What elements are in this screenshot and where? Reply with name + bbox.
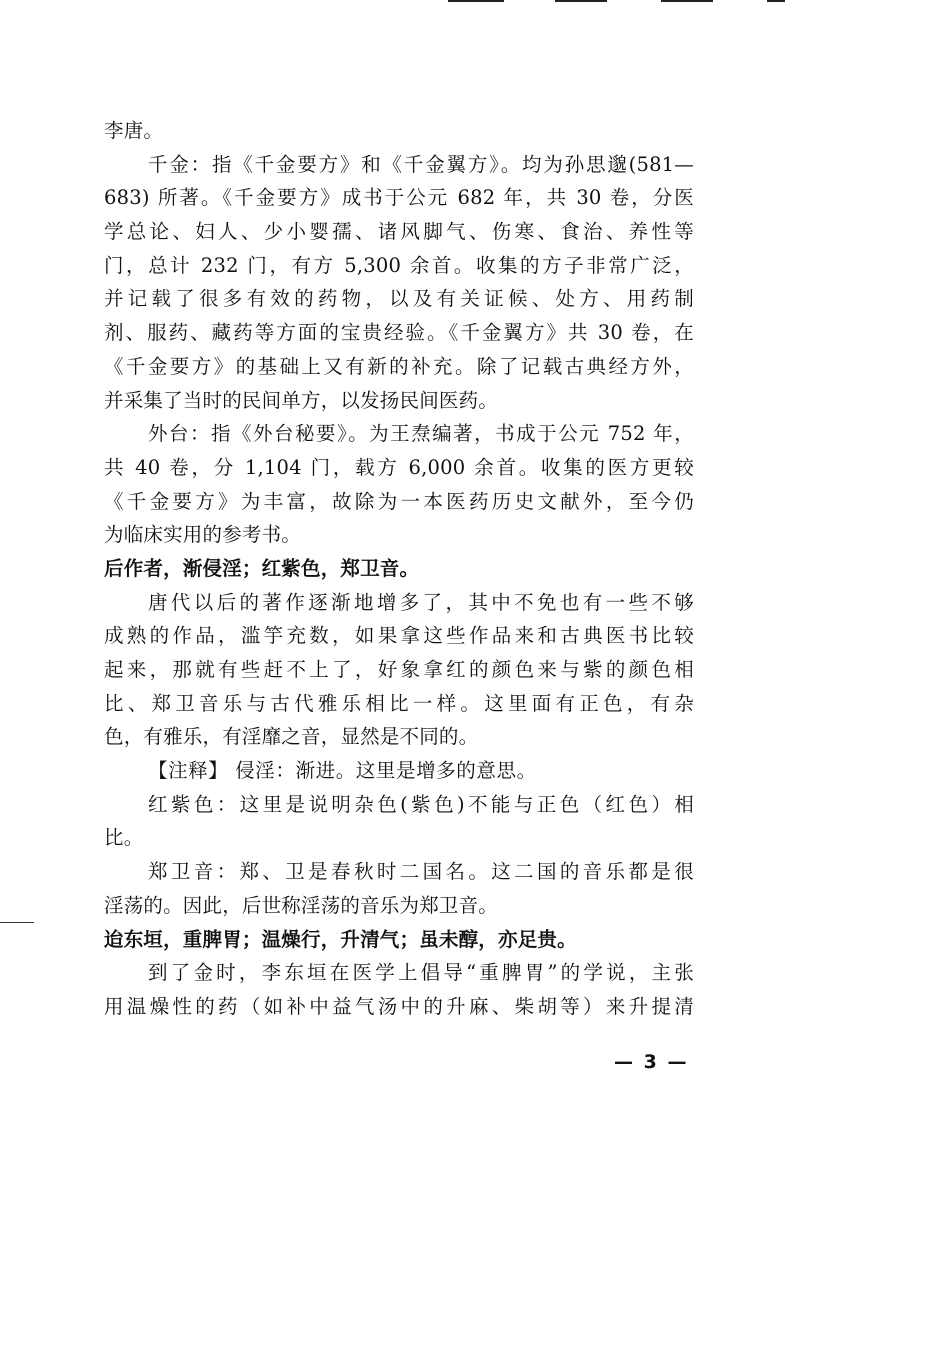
text-line: 千金：指《千金要方》和《千金翼方》。均为孙思邈(581— xyxy=(148,152,694,176)
top-rule xyxy=(767,0,785,2)
text-line: 用温燥性的药（如补中益气汤中的升麻、柴胡等）来升提清 xyxy=(104,994,694,1018)
page-body xyxy=(104,114,694,1024)
text-line: 李唐。 xyxy=(104,119,164,142)
text-line: 色，有雅乐，有淫靡之音，显然是不同的。 xyxy=(104,725,479,749)
text-line: 郑卫音：郑、卫是春秋时二国名。这二国的音乐都是很 xyxy=(148,860,694,884)
text-line: 剂、服药、藏药等方面的宝贵经验。《千金翼方》共 30 卷，在 xyxy=(104,321,694,345)
text-line: 红紫色：这里是说明杂色(紫色)不能与正色（红色）相 xyxy=(148,792,694,816)
text-line: 门，总计 232 门，有方 5,300 余首。收集的方子非常广泛， xyxy=(104,253,694,277)
text-line: 并记载了很多有效的药物，以及有关证候、处方、用药制 xyxy=(104,287,694,311)
text-line: 683) 所著。《千金要方》成书于公元 682 年，共 30 卷，分医 xyxy=(104,186,694,210)
text-line: 《千金要方》的基础上又有新的补充。除了记载古典经方外， xyxy=(104,354,694,378)
text-line: 《千金要方》为丰富，故除为一本医药历史文献外，至今仍 xyxy=(104,489,694,513)
text-line: 并采集了当时的民间单方，以发扬民间医药。 xyxy=(104,388,499,412)
top-rule xyxy=(448,0,504,2)
text-line: 共 40 卷，分 1,104 门，载方 6,000 余首。收集的医方更较 xyxy=(104,455,694,479)
verse-heading: 迨东垣，重脾胃；温燥行，升清气；虽未醇，亦足贵。 xyxy=(104,927,577,951)
text-line: 起来，那就有些赶不上了，好象拿红的颜色来与紫的颜色相 xyxy=(104,658,694,681)
page-number: — 3 — xyxy=(614,1051,689,1073)
margin-mark xyxy=(0,922,34,923)
top-rule xyxy=(661,0,713,2)
text-line: 成熟的作品，滥竽充数，如果拿这些作品来和古典医书比较 xyxy=(104,624,694,648)
text-line: 外台：指《外台秘要》。为王焘编著，书成于公元 752 年， xyxy=(148,422,694,446)
text-line: 学总论、妇人、少小婴孺、诸风脚气、伤寒、食治、养性等 xyxy=(104,220,694,244)
top-rule xyxy=(555,0,607,2)
verse-heading: 后作者，渐侵淫；红紫色，郑卫音。 xyxy=(104,556,420,580)
text-line: 比、郑卫音乐与古代雅乐相比一样。这里面有正色，有杂 xyxy=(104,691,694,715)
text-line: 为临床实用的参考书。 xyxy=(104,523,302,547)
text-line: 唐代以后的著作逐渐地增多了，其中不免也有一些不够 xyxy=(148,590,694,614)
text-line: 淫荡的。因此，后世称淫荡的音乐为郑卫音。 xyxy=(104,893,499,917)
text-line: 比。 xyxy=(104,826,144,850)
text-line: 到了金时，李东垣在医学上倡导“重脾胃”的学说，主张 xyxy=(148,961,694,985)
annotation-line: 【注释】 侵淫：渐进。这里是增多的意思。 xyxy=(148,759,537,783)
